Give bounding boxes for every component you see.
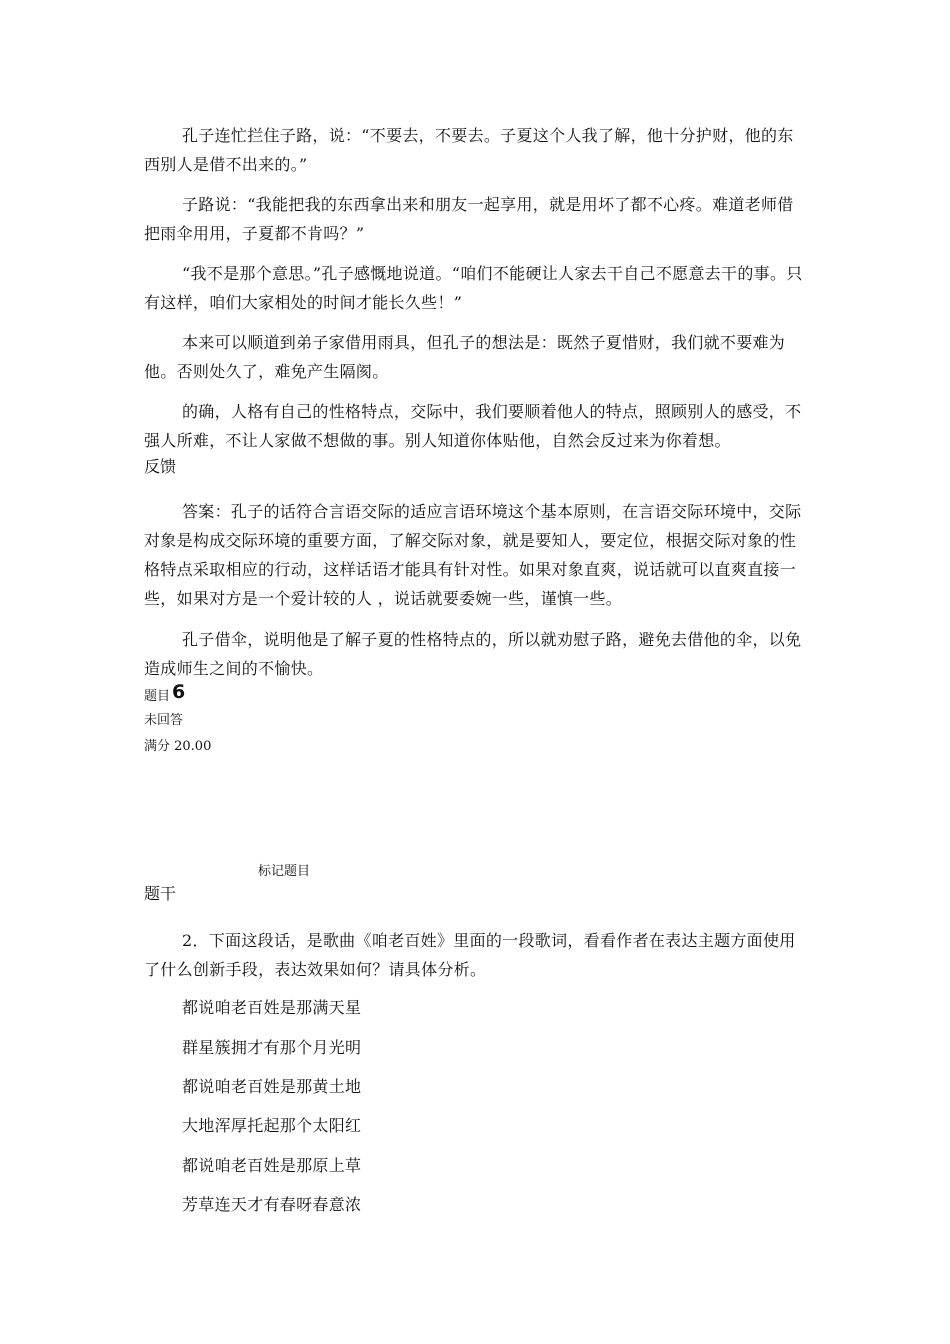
lyric-line: 都说咱老百姓是那原上草 (182, 1156, 362, 1175)
feedback-answer-paragraph-1: 答案：孔子的话符合言语交际的适应言语环境这个基本原则，在言语交际环境中，交际对象是构成交际环境的重要方面，了解交际对象，就是要知人，要定位，根据交际对象的性格特点采取相应的行动，这样话语才能具有针对性。如果对象直爽，说话就可以直爽直接一些，如果对方是一个爱计较的人 ，说话就要委婉一些，谨慎一些。 (144, 502, 802, 608)
question-prompt: 2．下面这段话，是歌曲《咱老百姓》里面的一段歌词，看看作者在表达主题方面使用了什么创新手段，表达效果如何？请具体分析。 (144, 931, 796, 979)
story-paragraph-1: 孔子连忙拦住子路，说：“不要去，不要去。子夏这个人我了解，他十分护财，他的东西别人是借不出来的。” (144, 126, 794, 174)
story-paragraph-5: 的确，人格有自己的性格特点，交际中，我们要顺着他人的特点，照顾别人的感受，不强人所难，不让人家做不想做的事。别人知道你体贴他，自然会反过来为你着想。 (144, 402, 802, 450)
flag-question-link[interactable]: 标记题目 (258, 864, 311, 879)
feedback-answer-paragraph-2: 孔子借伞，说明他是了解子夏的性格特点的，所以就劝慰子路，避免去借他的伞，以免造成师生之间的不愉快。 (144, 630, 802, 678)
lyric-line: 群星簇拥才有那个月光明 (182, 1038, 362, 1057)
question-label: 题目 (144, 689, 171, 704)
lyric-line: 都说咱老百姓是那黄土地 (182, 1077, 362, 1096)
lyric-line: 都说咱老百姓是那满天星 (182, 998, 362, 1017)
question-stem-label: 题干 (144, 884, 177, 903)
story-paragraph-2: 子路说：“我能把我的东西拿出来和朋友一起享用，就是用坏了都不心疼。难道老师借把雨伞用用，子夏都不肯吗？” (144, 195, 794, 243)
question-score: 满分 20.00 (144, 739, 212, 754)
question-status: 未回答 (144, 713, 184, 728)
story-paragraph-4: 本来可以顺道到弟子家借用雨具，但孔子的想法是：既然子夏惜财，我们就不要难为他。否则处久了，难免产生隔阂。 (144, 333, 786, 381)
story-paragraph-3: “我不是那个意思。”孔子感慨地说道。“咱们不能硬让人家去干自己不愿意去干的事。只有这样，咱们大家相处的时间才能长久些！” (144, 264, 803, 312)
lyric-line: 大地浑厚托起那个太阳红 (182, 1116, 362, 1135)
feedback-label: 反馈 (144, 457, 177, 476)
question-header (144, 681, 186, 705)
lyric-line: 芳草连天才有春呀春意浓 (182, 1195, 362, 1214)
question-number: 6 (172, 681, 186, 703)
